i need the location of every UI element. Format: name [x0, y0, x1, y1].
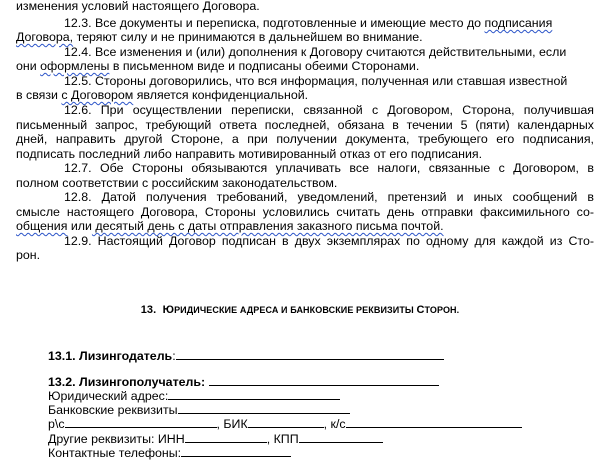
clause-12-2-tail: изменения условий настоящего Договора.	[16, 0, 260, 13]
account-field[interactable]	[65, 416, 217, 428]
legal-address-row: Юридический адрес:	[48, 388, 340, 403]
phones-row: Контактные телефоны:	[48, 445, 291, 460]
lessor-row: 13.1. Лизингодатель:	[48, 348, 444, 363]
clause-12-6-line-3: дней, направить другой Стороне, а при получении документа, требующего его подписания,	[16, 132, 594, 146]
section-13-heading: 13. ЮРИДИЧЕСКИЕ АДРЕСА И БАНКОВСКИЕ РЕКВИЗИТЫ СТОРОН.	[140, 304, 460, 316]
clause-12-5-line-2: в связи с Договором является конфиденциальной.	[16, 88, 309, 102]
kpp-field[interactable]	[299, 431, 383, 443]
clause-12-3-line-2: Договора, теряют силу и не принимаются в дальнейшем во внимание.	[16, 30, 423, 44]
ks-field[interactable]	[346, 416, 522, 428]
clause-12-5-line-1: 12.5. Стороны договорились, что вся информация, полученная или ставшая известной	[64, 74, 568, 88]
clause-12-8-line-2: смысле настоящего Договора, Стороны условились считать день отправки факсимильного со-	[16, 205, 594, 219]
inn-field[interactable]	[185, 431, 267, 443]
lessor-field[interactable]	[176, 348, 444, 360]
clause-12-6-line-1: 12.6. При осуществлении переписки, связанной с Договором, Сторона, получившая	[64, 103, 594, 117]
clause-12-7-line-2: полном соответствии с российским законодательством.	[16, 176, 338, 190]
phones-field[interactable]	[181, 445, 291, 457]
clause-12-6-line-2: письменный запрос, требующий ответа последней, обязана в течении 5 (пяти) календарных	[16, 118, 594, 132]
clause-12-6-line-4: подписать последний либо направить мотивированный отказ от его подписания.	[16, 147, 483, 161]
account-row: р\с , БИК , к/с	[48, 416, 522, 431]
clause-12-8-line-3: общения или десятый день с даты отправления заказного письма почтой.	[16, 219, 444, 233]
clause-12-8-line-1: 12.8. Датой получения требований, уведомлений, претензий и иных сообщений в	[64, 190, 594, 204]
clause-12-3-line-1: 12.3. Все документы и переписка, подготовленные и имеющие место до подписания	[64, 16, 553, 30]
other-details-row: Другие реквизиты: ИНН , КПП	[48, 431, 383, 446]
clause-12-9-line-2: рон.	[16, 248, 41, 262]
bank-details-row: Банковские реквизиты	[48, 402, 350, 417]
bank-details-field[interactable]	[178, 402, 350, 414]
legal-address-field[interactable]	[168, 388, 340, 400]
lessee-row: 13.2. Лизингополучатель:	[48, 374, 439, 389]
clause-12-7-line-1: 12.7. Обе Стороны обязываются уплачивать все налоги, связанные с Договором, в	[64, 161, 594, 175]
clause-12-9-line-1: 12.9. Настоящий Договор подписан в двух экземплярах по одному для каждой из Сто-	[64, 234, 594, 248]
clause-12-4-line-2: они оформлены в письменном виде и подписаны обеими Сторонами.	[16, 59, 420, 73]
lessee-field[interactable]	[209, 374, 439, 386]
clause-12-4-line-1: 12.4. Все изменения и (или) дополнения к Договору считаются действительными, если	[64, 45, 567, 59]
bik-field[interactable]	[248, 416, 324, 428]
